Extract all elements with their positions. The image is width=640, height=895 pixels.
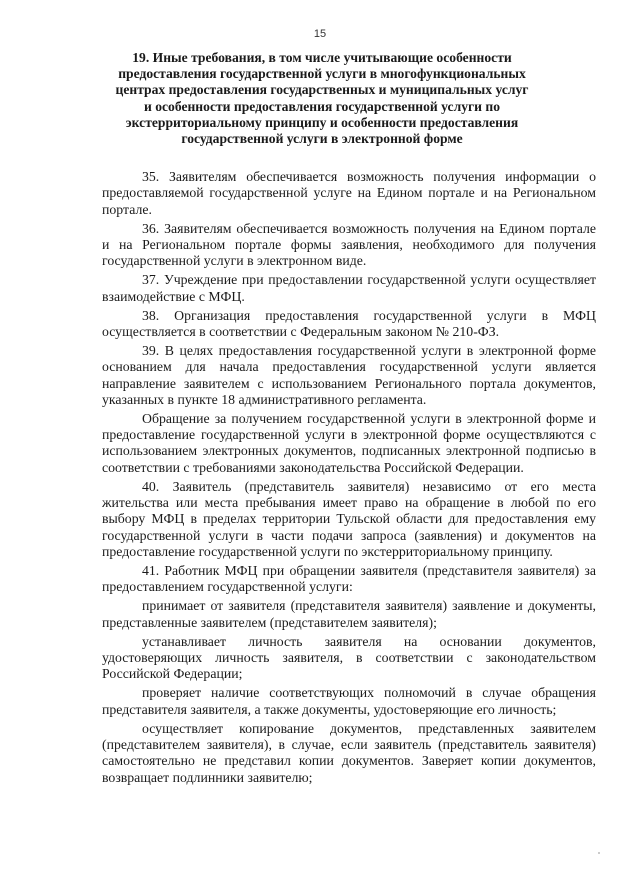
paragraph-38: 38. Организация предоставления государственной услуги в МФЦ осуществляется в соответствии с Федеральным законом № 210-ФЗ. — [102, 307, 596, 339]
heading-line: государственной услуги в электронной форме — [181, 131, 463, 147]
section-heading — [112, 50, 532, 147]
paragraph-40: 40. Заявитель (представитель заявителя) независимо от его места жительства или места пребывания имеет право на обращение в любой по его выбору МФЦ в пределах территории Тульской области для предоставления ему государственной услуги в части подачи запроса (заявления) и документов на предоставление государственной услуги по экстерриториальному принципу. — [102, 478, 596, 560]
paragraph-36: 36. Заявителям обеспечивается возможность получения на Едином портале и на Региональном портале формы заявления, необходимого для получения государственной услуги в электронном виде. — [102, 220, 596, 269]
list-item: принимает от заявителя (представителя заявителя) заявление и документы, представленные заявителем (представителем заявителя); — [102, 598, 596, 630]
heading-line: 19. Иные требования, в том числе учитывающие особенности — [132, 50, 512, 65]
heading-line: и особенности предоставления государственной услуги по — [143, 98, 501, 114]
page-number: 15 — [313, 28, 327, 40]
heading-line: экстерриториальному принципу и особенности предоставления — [125, 114, 519, 130]
paragraph-37: 37. Учреждение при предоставлении государственной услуги осуществляет взаимодействие с МФЦ. — [102, 272, 596, 304]
paragraph-39: 39. В целях предоставления государственной услуги в электронной форме основанием для начала предоставления государственной услуги является направление заявителем с использованием Регионального портала документов, указанных в пункте 18 административного регламента. — [102, 342, 596, 407]
paragraph-41: 41. Работник МФЦ при обращении заявителя (представителя заявителя) за предоставлением государственной услуги: — [102, 563, 596, 595]
scan-artifact — [598, 852, 600, 854]
heading-line: центрах предоставления государственных и муниципальных услуг — [115, 82, 529, 98]
paragraph-35: 35. Заявителям обеспечивается возможность получения информации о предоставляемой государственной услуге на Едином портале и на Региональном портале. — [102, 169, 596, 217]
list-item: устанавливает личность заявителя на основании документов, удостоверяющих личность заявителя, в соответствии с законодательством Российской Федерации; — [102, 633, 596, 682]
document-body — [102, 169, 596, 786]
paragraph-39-continued: Обращение за получением государственной услуги в электронной форме и предоставление государственной услуги в электронной форме осуществляются с использованием электронных документов, подписанных электронной подписью в соответствии с требованиями законодательства Российской Федерации. — [102, 410, 596, 475]
heading-line: предоставления государственной услуги в многофункциональных — [118, 66, 526, 82]
list-item: осуществляет копирование документов, представленных заявителем (представителем заявителя), в случае, если заявитель (представитель заявителя) самостоятельно не представил копии документов. Заверяет копии документов, возвращает подлинники заявителю; — [102, 720, 596, 785]
list-item: проверяет наличие соответствующих полномочий в случае обращения представителя заявителя, а также документы, удостоверяющие его личность; — [102, 685, 596, 717]
